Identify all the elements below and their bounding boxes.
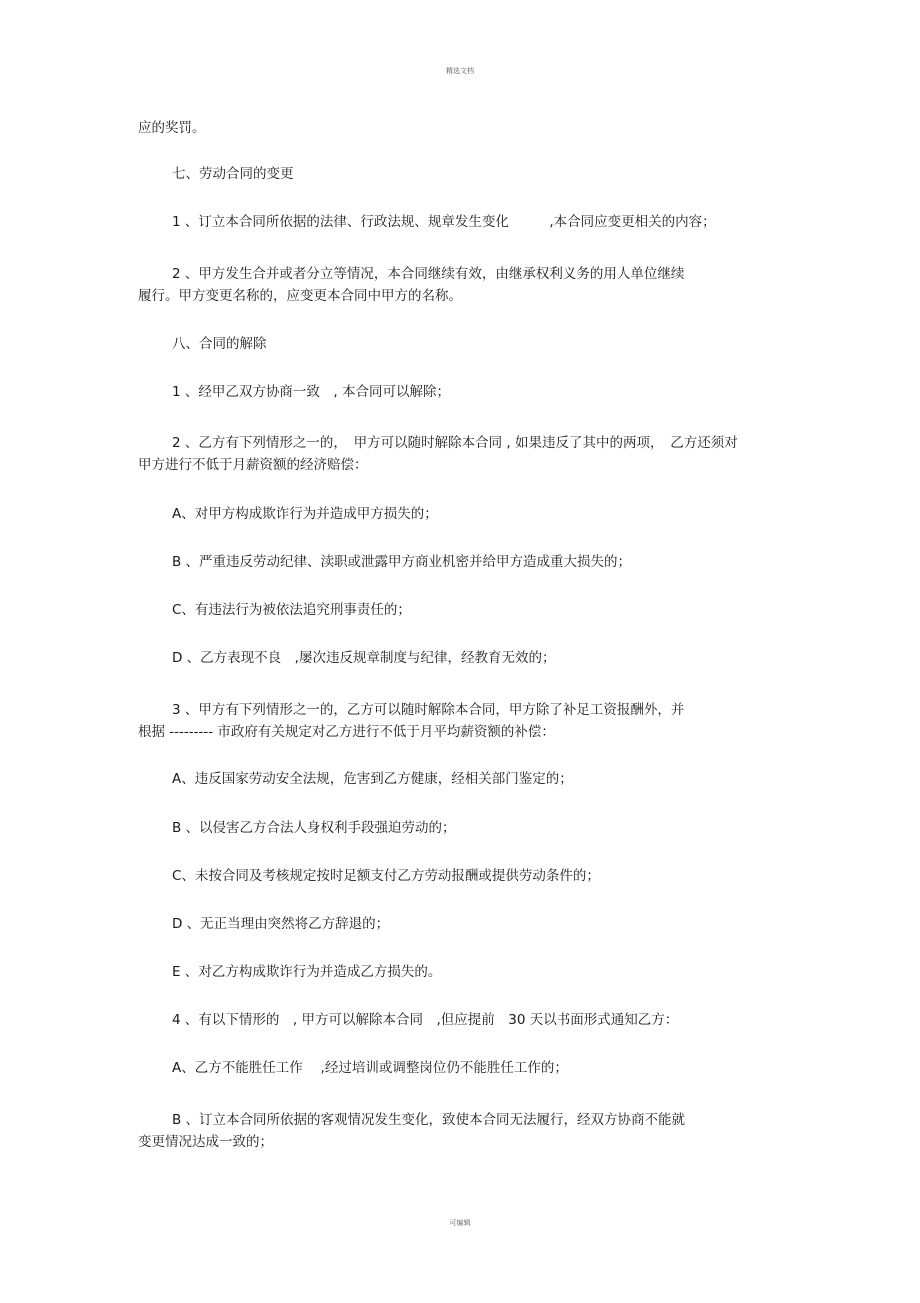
text-line: B 、严重违反劳动纪律、渎职或泄露甲方商业机密并给甲方造成重大损失的； [172, 554, 632, 570]
section-heading: 八、合同的解除 [172, 336, 267, 352]
text-line: 甲方进行不低于月薪资额的经济赔偿： [138, 457, 368, 473]
text-line: D 、乙方表现不良 ,屡次违反规章制度与纪律，经教育无效的； [172, 650, 556, 666]
text-line: D 、无正当理由突然将乙方辞退的； [172, 916, 390, 932]
text-line: C、未按合同及考核规定按时足额支付乙方劳动报酬或提供劳动条件的； [172, 868, 600, 884]
text-line: 4 、有以下情形的 , 甲方可以解除本合同 ,但应提前 30 天以书面形式通知乙方： [172, 1012, 679, 1028]
text-line: B 、以侵害乙方合法人身权利手段强迫劳动的； [172, 820, 456, 836]
text-line: 1 、订立本合同所依据的法律、行政法规、规章发生变化 ,本合同应变更相关的内容； [172, 214, 716, 230]
page-header: 精选文档 [446, 67, 474, 75]
text-line: B 、订立本合同所依据的客观情况发生变化，致使本合同无法履行，经双方协商不能就 [172, 1112, 686, 1128]
text-line: 2 、甲方发生合并或者分立等情况，本合同继续有效，由继承权利义务的用人单位继续 [172, 266, 685, 282]
section-heading: 七、劳动合同的变更 [172, 166, 294, 182]
text-line: E 、对乙方构成欺诈行为并造成乙方损失的。 [172, 964, 442, 980]
text-line: 应的奖罚。 [138, 120, 206, 136]
text-line: 1 、经甲乙双方协商一致 , 本合同可以解除； [172, 384, 450, 400]
text-line: 变更情况达成一致的； [138, 1134, 273, 1150]
text-line: 2 、乙方有下列情形之一的， 甲方可以随时解除本合同 , 如果违反了其中的两项， 乙方还须对 [172, 435, 738, 451]
text-line: A、乙方不能胜任工作 ,经过培训或调整岗位仍不能胜任工作的； [172, 1060, 568, 1076]
text-line: C、有违法行为被依法追究刑事责任的； [172, 602, 411, 618]
text-line: 履行。甲方变更名称的，应变更本合同中甲方的名称。 [138, 288, 462, 304]
text-line: 根据 --------- 市政府有关规定对乙方进行不低于月平均薪资额的补偿： [138, 724, 555, 740]
text-line: A、违反国家劳动安全法规，危害到乙方健康，经相关部门鉴定的； [172, 771, 573, 787]
text-line: A、对甲方构成欺诈行为并造成甲方损失的； [172, 506, 438, 522]
page-footer: 可编辑 [449, 1219, 471, 1227]
text-line: 3 、甲方有下列情形之一的，乙方可以随时解除本合同，甲方除了补足工资报酬外，并 [172, 702, 685, 718]
